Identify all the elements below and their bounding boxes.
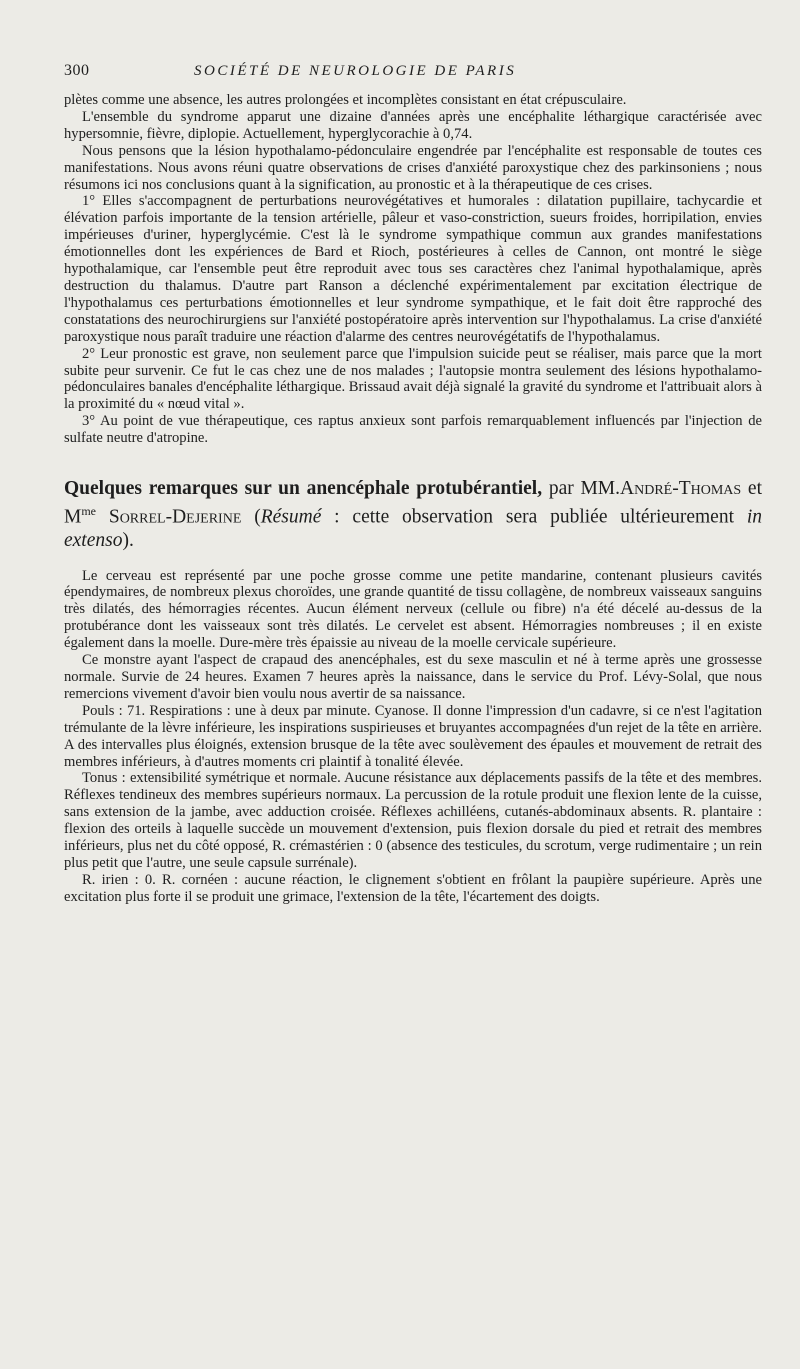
paragraph: Tonus : extensibilité symétrique et normale. Aucune résistance aux déplacements passifs de la tête et des membres. Réflexes tendineux des membres supérieurs normaux. La percussion de la rotule produit une flexion lente de la cuisse, sans extension de la jambe, avec adduction croisée. Réflexes achilléens, cutanés-abdominaux absents. R. plantaire : flexion des orteils à laquelle succède un mouvement d'extension, puis flexion dorsale du pied et retrait des membres inférieurs, plus net du côté opposé, R. crémastérien : 0 (absence des testicules, du scrotum, verge rudimentaire ; un rein plus petit que l'autre, une seule capsule surrénale).	[64, 770, 762, 871]
note-text: : cette observation sera publiée ultérieurement	[321, 506, 747, 528]
paragraph: Ce monstre ayant l'aspect de crapaud des anencéphales, est du sexe masculin et né à terme après une grossesse normale. Survie de 24 heures. Examen 7 heures après la naissance, dans le service du Prof. Lévy-Solal, que nous remercions vivement d'avoir bien voulu nous avertir de sa naissance.	[64, 652, 762, 702]
author-1: André-Thomas	[620, 478, 742, 500]
page-header	[64, 62, 762, 92]
author-conjunction: et	[747, 478, 762, 500]
note-resume: Résumé	[260, 506, 322, 528]
paragraph: R. irien : 0. R. cornéen : aucune réaction, le clignement s'obtient en frôlant la paupière supérieure. Après une excitation plus forte il se produit une grimace, l'extension de la tête, l'écartement des doigts.	[64, 871, 762, 905]
page-number: 300	[64, 62, 90, 79]
paragraph: 2° Leur pronostic est grave, non seulement parce que l'impulsion suicide peut se réaliser, mais parce que la mort subite peur survenir. Ce fut le cas chez une de nos malades ; l'autopsie montra seulement des lésions hypothalamo-pédonculaires banales d'encéphalite léthargique. Brissaud avait déjà signalé la gravité du syndrome et l'attribuait alors à la proximité du « nœud vital ».	[64, 345, 762, 413]
authors-prefix: MM.	[580, 478, 621, 500]
section-1-body	[64, 92, 762, 447]
paragraph: 1° Elles s'accompagnent de perturbations neurovégétatives et humorales : dilatation pupillaire, tachycardie et élévation parfois importante de la tension artérielle, pâleur et vaso-constriction, sueurs froides, horripilation, envies impérieuses d'uriner, hyperglycémie. C'est là le syndrome sympathique commun aux grandes manifestations émotionnelles dont les expériences de Bard et Rioch, postérieures à celles de Cannon, ont montré le siège hypothalamique, car l'ensemble peut être reproduit avec tous ses caractères chez l'animal hypothalamique, après destruction du thalamus. D'autre part Ranson a déclenché expérimentalement par excitation électrique de l'hypothalamus ces perturbations émotionnelles et leur syndrome sympathique, et le fait doit être rapproché des constatations des neurochirurgiens sur l'anxiété postopératoire après intervention sur l'hypothalamus. La crise d'anxiété paroxystique nous paraît traduire une réaction d'alarme des centres neurovégétatifs de l'hypothalamus.	[64, 193, 762, 345]
paragraph: Pouls : 71. Respirations : une à deux par minute. Cyanose. Il donne l'impression d'un cadavre, si ce n'est l'agitation trémulante de la lèvre inférieure, les inspirations suspirieuses et bruyantes accompagnées d'un rejet de la tête en arrière. A des intervalles plus éloignés, extension brusque de la tête avec soulèvement des épaules et mouvement de retrait des membres inférieurs, à d'autres moments cri plaintif à tonalité élevée.	[64, 702, 762, 770]
title-heading: Quelques remarques sur un anencéphale protubérantiel,	[64, 478, 543, 500]
section-break	[64, 447, 762, 467]
paragraph: L'ensemble du syndrome apparut une dizaine d'années après une encéphalite léthargique caractérisée avec hypersomnie, fièvre, diplopie. Actuellement, hyperglycorachie à 0,74.	[64, 108, 762, 142]
paragraph: Nous pensons que la lésion hypothalamo-pédonculaire engendrée par l'encéphalite est responsable de toutes ces manifestations. Nous avons réuni quatre observations de crises d'anxiété paroxystique chez des parkinsoniens ; nous résumons ici nos conclusions quant à la signification, au pronostic et à la thérapeutique de ces crises.	[64, 142, 762, 193]
paragraph: 3° Au point de vue thérapeutique, ces raptus anxieux sont parfois remarquablement influencés par l'injection de sulfate neutre d'atropine.	[64, 413, 762, 447]
title-par: par	[548, 478, 574, 500]
section-2-body	[64, 568, 762, 906]
section-title	[64, 477, 762, 552]
title-mme-sup: me	[81, 504, 97, 519]
note-in-extenso: in extenso	[64, 506, 762, 551]
author-2: Sorrel-Dejerine	[108, 506, 242, 528]
paragraph: plètes comme une absence, les autres prolongées et incomplètes consistant en état crépusculaire.	[64, 92, 627, 108]
note-open: (	[254, 506, 261, 528]
note-close: ).	[122, 529, 134, 551]
paragraph: Le cerveau est représenté par une poche grosse comme une petite mandarine, contenant plusieurs cavités épendymaires, de nombreux plexus choroïdes, une grande quantité de tissu collagène, de nombreux vaisseaux sanguins très dilatés, des hémorragies récentes. Aucun élément nerveux (cellule ou fibre) n'a été décelé au-dessus de la protubérance dont les vaisseaux sont très dilatés. Le cervelet est absent. Hémorragies nombreuses ; il en existe également dans la moelle. Dure-mère très épaissie au niveau de la moelle cervicale supérieure.	[64, 567, 762, 652]
title-mme: M	[64, 506, 82, 528]
running-head: SOCIÉTÉ DE NEUROLOGIE DE PARIS	[194, 63, 517, 79]
